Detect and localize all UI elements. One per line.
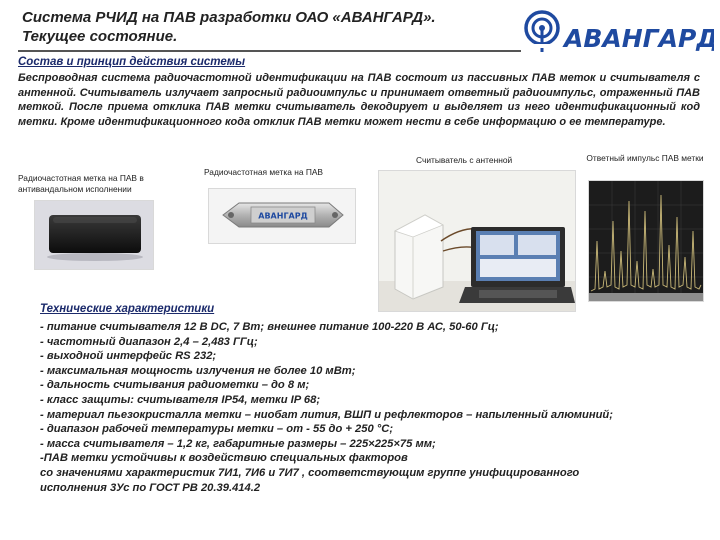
spec-item: - диапазон рабочей температуры метки – от - 55 до + 250 °С; xyxy=(40,423,394,436)
spec-item: - питание считывателя 12 В DC, 7 Вт; внешнее питание 100-220 В АС, 50-60 Гц; xyxy=(40,321,499,333)
caption-antivandal-tag: Радиочастотная метка на ПАВ в антивандальном исполнении xyxy=(18,173,144,194)
spec-item: - выходной интерфейс RS 232; xyxy=(40,350,217,363)
caption-response-pulse: Ответный импульс ПАВ метки xyxy=(586,153,704,163)
caption-reader: Считыватель с антенной xyxy=(416,155,513,165)
spec-item: - частотный диапазон 2,4 – 2,483 ГГц; xyxy=(40,335,258,348)
saw-tag-photo xyxy=(208,188,356,244)
tech-specs-list xyxy=(40,320,700,495)
reader-photo xyxy=(378,170,576,312)
spec-item: - класс защиты: считывателя IP54, метки IP 68; xyxy=(40,393,321,406)
spec-item: - масса считывателя – 1,2 кг, габаритные размеры – 225×225×75 мм; xyxy=(40,437,436,450)
response-pulse-image xyxy=(588,180,704,302)
logo-wordmark: АВАНГАРД xyxy=(564,24,714,53)
spec-item: - максимальная мощность излучения не более 10 мВт; xyxy=(40,364,356,377)
spec-item: - дальность считывания радиометки – до 8 м; xyxy=(40,379,310,392)
slide-title xyxy=(22,8,436,46)
section-heading: Состав и принцип действия системы xyxy=(18,56,246,68)
spec-item: - материал пьезокристалла метки – ниобат лития, ВШП и рефлекторов – напыленный алюминий; xyxy=(40,408,613,421)
spec-item: со значениями характеристик 7И1, 7И6 и 7И7 , соответствующим группе унифицированного xyxy=(40,466,580,479)
caption-saw-tag: Радиочастотная метка на ПАВ xyxy=(204,167,324,177)
spec-item: -ПАВ метки устойчивы к воздействию специальных факторов xyxy=(40,452,408,465)
title-line-2: Текущее состояние. xyxy=(22,28,178,45)
title-line-1: Система РЧИД на ПАВ разработки ОАО «АВАНГАРД». xyxy=(22,9,436,26)
tag-brand-label: АВАНГАРД xyxy=(258,211,308,221)
system-description: Беспроводная система радиочастотной идентификации на ПАВ состоит из пассивных ПАВ меток и считывателя с антенной. Считыватель излучает запросный радиоимпульс и принимает ответный радиоимпульс, отраженный ПАВ меткой. После приема отклика ПАВ метки считыватель декодирует и выделяет из него идентификационный код метки. Кроме идентификационного кода отклик ПАВ метки может нести в себе информацию о ее температуре. xyxy=(18,72,700,128)
logo-emblem-icon xyxy=(522,6,714,58)
title-divider xyxy=(18,50,521,52)
avangard-logo xyxy=(522,6,714,58)
spec-item: исполнения 3Ус по ГОСТ РВ 20.39.414.2 xyxy=(40,481,261,494)
antivandal-tag-photo xyxy=(34,200,154,270)
tech-specs-heading: Технические характеристики xyxy=(40,303,215,315)
